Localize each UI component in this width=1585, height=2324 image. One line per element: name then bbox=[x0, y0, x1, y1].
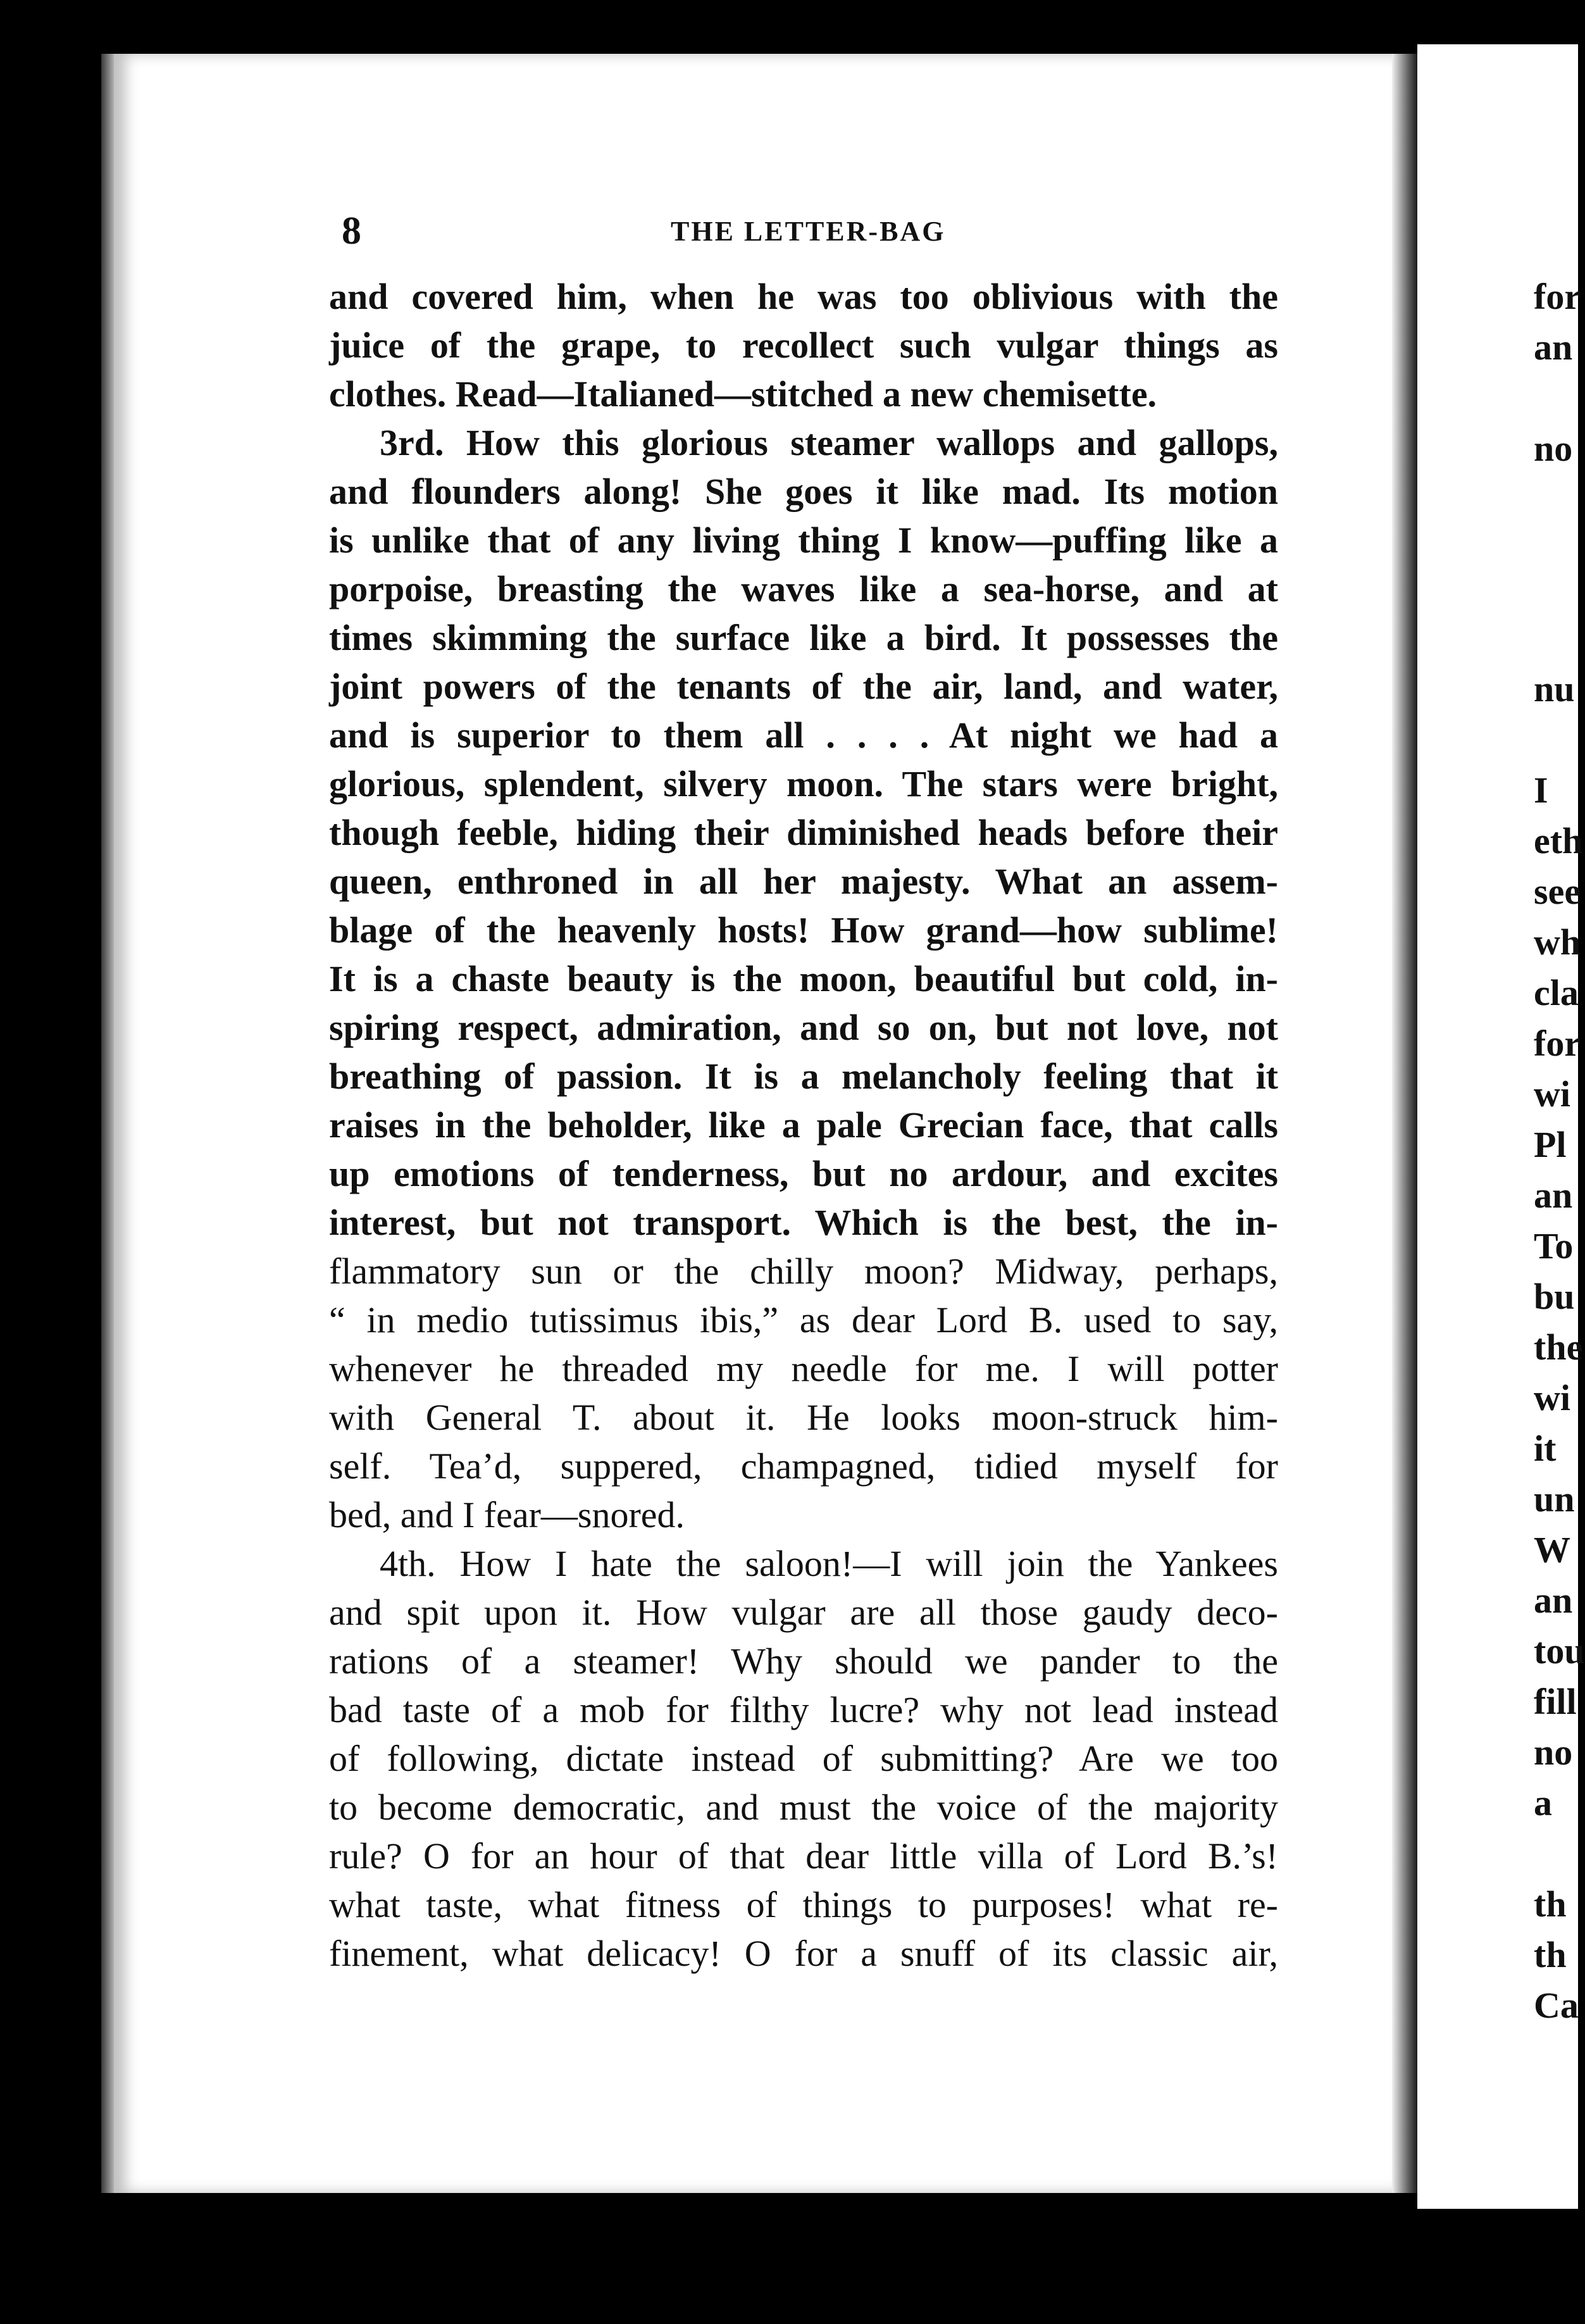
facing-page-fragment: th bbox=[1534, 1884, 1567, 1925]
text-line: and spit upon it. How vulgar are all those gaudy deco- bbox=[329, 1592, 1278, 1633]
facing-page-fragment: wh bbox=[1534, 921, 1581, 963]
text-line: finement, what delicacy! O for a snuff of its classic air, bbox=[329, 1933, 1278, 1974]
text-line: It is a chaste beauty is the moon, beautiful but cold, in- bbox=[329, 958, 1278, 999]
text-line: interest, but not transport. Which is the best, the in- bbox=[329, 1202, 1278, 1243]
facing-page-fragment: wi bbox=[1534, 1073, 1570, 1115]
text-line: and flounders along! She goes it like mad. Its motion bbox=[329, 471, 1278, 512]
text-line: is unlike that of any living thing I know—puffing like a bbox=[329, 520, 1278, 561]
text-line: raises in the beholder, like a pale Grecian face, that calls bbox=[329, 1104, 1278, 1146]
text-line: what taste, what fitness of things to purposes! what re- bbox=[329, 1884, 1278, 1925]
text-line: bad taste of a mob for filthy lucre? why not lead instead bbox=[329, 1689, 1278, 1730]
facing-page-fragment: Pl bbox=[1534, 1124, 1567, 1165]
page-number: 8 bbox=[342, 209, 361, 253]
text-line: times skimming the surface like a bird. It possesses the bbox=[329, 617, 1278, 658]
text-line: with General T. about it. He looks moon-struck him- bbox=[329, 1397, 1278, 1438]
facing-page-fragment: see bbox=[1534, 871, 1581, 912]
facing-page-fragment: eth bbox=[1534, 820, 1583, 861]
text-line: and is superior to them all . . . . At night we had a bbox=[329, 715, 1278, 756]
facing-page-fragment: cla bbox=[1534, 972, 1579, 1013]
facing-page-fragment: fill bbox=[1534, 1681, 1577, 1722]
text-line: 3rd. How this glorious steamer wallops and gallops, bbox=[380, 422, 1278, 463]
text-line: clothes. Read—Italianed—stitched a new chemisette. bbox=[329, 373, 1157, 415]
facing-page-fragment: wi bbox=[1534, 1377, 1570, 1418]
text-line: juice of the grape, to recollect such vulgar things as bbox=[329, 325, 1278, 366]
text-line: self. Tea’d, suppered, champagned, tidied myself for bbox=[329, 1446, 1278, 1487]
running-head bbox=[342, 209, 1278, 253]
facing-page-fragment: an bbox=[1534, 1175, 1573, 1216]
facing-page-fragment: a bbox=[1534, 1782, 1552, 1823]
text-line: joint powers of the tenants of the air, land, and water, bbox=[329, 666, 1278, 707]
facing-page-fragment: nu bbox=[1534, 668, 1575, 709]
body-text bbox=[329, 272, 1278, 1978]
facing-page-fragment: the bbox=[1534, 1327, 1583, 1368]
text-line: spiring respect, admiration, and so on, but not love, not bbox=[329, 1007, 1278, 1048]
text-line: blage of the heavenly hosts! How grand—how sublime! bbox=[329, 909, 1278, 951]
text-line: “ in medio tutissimus ibis,” as dear Lord B. used to say, bbox=[329, 1299, 1278, 1340]
facing-page-fragment: no bbox=[1534, 428, 1573, 469]
page-fold bbox=[1392, 54, 1417, 2193]
running-title: THE LETTER-BAG bbox=[671, 216, 946, 247]
facing-page-fragment: for bbox=[1534, 276, 1581, 317]
text-line: 4th. How I hate the saloon!—I will join the Yankees bbox=[380, 1543, 1278, 1584]
facing-page-fragment: th bbox=[1534, 1934, 1567, 1975]
text-line: up emotions of tenderness, but no ardour, and excites bbox=[329, 1153, 1278, 1194]
facing-page-fragment: for bbox=[1534, 1023, 1581, 1064]
text-line: rule? O for an hour of that dear little villa of Lord B.’s! bbox=[329, 1835, 1278, 1877]
text-line: bed, and I fear—snored. bbox=[329, 1494, 685, 1535]
text-line: and covered him, when he was too oblivious with the bbox=[329, 276, 1278, 317]
text-line: to become democratic, and must the voice of the majority bbox=[329, 1787, 1278, 1828]
facing-page-fragment: an bbox=[1534, 327, 1573, 368]
text-line: queen, enthroned in all her majesty. What an assem- bbox=[329, 861, 1278, 902]
facing-page-fragment: un bbox=[1534, 1478, 1575, 1520]
text-line: glorious, splendent, silvery moon. The stars were bright, bbox=[329, 763, 1278, 804]
facing-page-fragment: tou bbox=[1534, 1630, 1585, 1671]
text-line: though feeble, hiding their diminished heads before their bbox=[329, 812, 1278, 853]
text-line: rations of a steamer! Why should we pander to the bbox=[329, 1640, 1278, 1682]
facing-page-fragment: it bbox=[1534, 1428, 1557, 1469]
facing-page-fragment: I bbox=[1534, 770, 1548, 811]
text-line: flammatory sun or the chilly moon? Midway, perhaps, bbox=[329, 1251, 1278, 1292]
text-line: whenever he threaded my needle for me. I will potter bbox=[329, 1348, 1278, 1389]
facing-page-fragment: bu bbox=[1534, 1276, 1575, 1317]
text-line: of following, dictate instead of submitting? Are we too bbox=[329, 1738, 1278, 1779]
facing-page-fragment: W bbox=[1534, 1529, 1570, 1570]
facing-page-fragment: To bbox=[1534, 1225, 1574, 1266]
facing-page-fragment: no bbox=[1534, 1732, 1573, 1773]
facing-page-fragment: Ca bbox=[1534, 1985, 1579, 2026]
text-line: breathing of passion. It is a melancholy feeling that it bbox=[329, 1056, 1278, 1097]
text-line: porpoise, breasting the waves like a sea-horse, and at bbox=[329, 568, 1278, 609]
facing-page-fragment: an bbox=[1534, 1580, 1573, 1621]
